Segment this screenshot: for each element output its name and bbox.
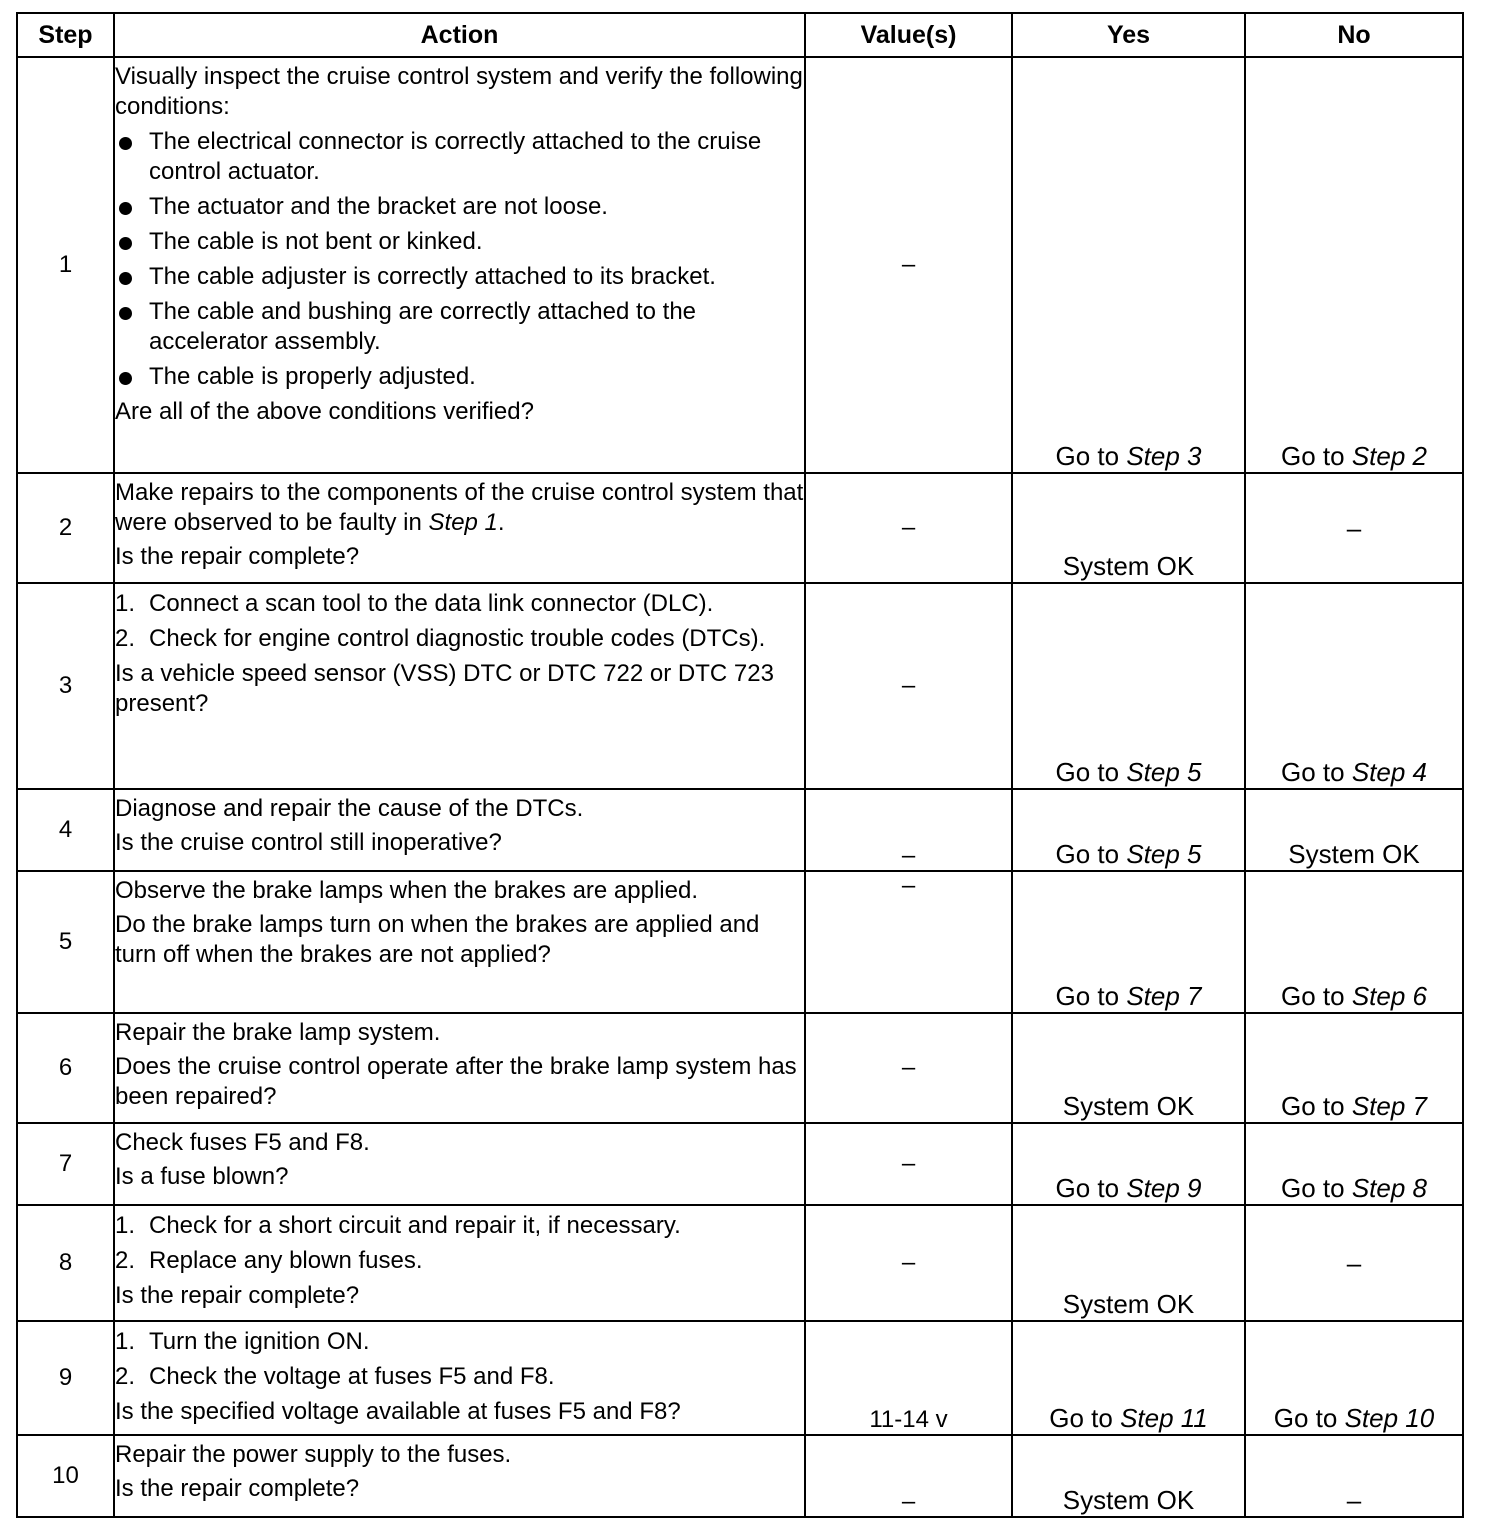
list-item xyxy=(115,1211,804,1241)
yes-cell xyxy=(1012,1321,1245,1435)
step-number: 9 xyxy=(17,1321,114,1435)
list-item xyxy=(115,1327,804,1357)
action-cell xyxy=(114,1123,805,1205)
no-cell: System OK xyxy=(1245,789,1463,871)
list-item: The cable is properly adjusted. xyxy=(115,362,804,392)
action-question: Do the brake lamps turn on when the brakes are applied and turn off when the brakes are not applied? xyxy=(115,911,760,968)
no-prefix: Go to xyxy=(1281,1091,1352,1121)
yes-cell xyxy=(1012,57,1245,473)
yes-cell xyxy=(1012,1123,1245,1205)
header-action: Action xyxy=(114,13,805,57)
value-cell: – xyxy=(805,1435,1012,1517)
list-number: 2. xyxy=(115,1363,136,1390)
table-row xyxy=(17,473,1463,583)
step-number: 2 xyxy=(17,473,114,583)
step-number: 6 xyxy=(17,1013,114,1123)
yes-cell: System OK xyxy=(1012,1013,1245,1123)
value-cell: – xyxy=(805,1123,1012,1205)
yes-prefix: Go to xyxy=(1055,441,1127,471)
value-cell: 11-14 v xyxy=(805,1321,1012,1435)
list-item: The cable and bushing are correctly attached to the accelerator assembly. xyxy=(115,297,804,357)
value-cell: – xyxy=(805,789,1012,871)
no-cell xyxy=(1245,1013,1463,1123)
condition-list xyxy=(115,127,804,392)
yes-cell xyxy=(1012,871,1245,1013)
yes-prefix: Go to xyxy=(1055,757,1127,787)
no-step-ref: Step 6 xyxy=(1351,981,1427,1011)
no-step-ref: Step 8 xyxy=(1351,1173,1427,1203)
numbered-list xyxy=(115,1211,804,1276)
no-step-ref: Step 4 xyxy=(1351,757,1427,787)
action-question: Is the repair complete? xyxy=(115,543,360,570)
list-item-text: Check for engine control diagnostic trouble codes (DTCs). xyxy=(149,625,766,652)
no-cell xyxy=(1245,57,1463,473)
action-step-ref: Step 1 xyxy=(428,509,498,536)
yes-step-ref: Step 11 xyxy=(1120,1403,1208,1433)
action-question: Is the repair complete? xyxy=(115,1475,360,1502)
action-cell xyxy=(114,57,805,473)
table-row xyxy=(17,871,1463,1013)
no-prefix: Go to xyxy=(1281,757,1352,787)
no-cell: – xyxy=(1245,1435,1463,1517)
action-text-start: Make repairs to the components of the cruise control system that were observed to be faulty in xyxy=(115,479,804,536)
list-item xyxy=(115,1246,804,1276)
list-item-text: Turn the ignition ON. xyxy=(149,1328,370,1355)
list-item xyxy=(115,1362,804,1392)
action-question: Is a vehicle speed sensor (VSS) DTC or DTC 722 or DTC 723 present? xyxy=(115,660,774,717)
no-cell: – xyxy=(1245,473,1463,583)
list-item: The actuator and the bracket are not loose. xyxy=(115,192,804,222)
list-number: 1. xyxy=(115,590,136,617)
action-text-end: . xyxy=(497,509,505,536)
action-cell xyxy=(114,789,805,871)
table-row xyxy=(17,583,1463,789)
no-prefix: Go to xyxy=(1273,1403,1345,1433)
yes-cell xyxy=(1012,583,1245,789)
header-row xyxy=(17,13,1463,57)
yes-step-ref: Step 7 xyxy=(1126,981,1202,1011)
step-number: 8 xyxy=(17,1205,114,1321)
action-question: Does the cruise control operate after the brake lamp system has been repaired? xyxy=(115,1053,797,1110)
action-question: Is a fuse blown? xyxy=(115,1163,289,1190)
yes-prefix: Go to xyxy=(1055,981,1127,1011)
list-item xyxy=(115,624,804,654)
list-item: The cable adjuster is correctly attached to its bracket. xyxy=(115,262,804,292)
list-number: 1. xyxy=(115,1212,136,1239)
header-yes: Yes xyxy=(1012,13,1245,57)
action-question: Is the cruise control still inoperative? xyxy=(115,829,502,856)
list-item-text: Connect a scan tool to the data link connector (DLC). xyxy=(149,590,714,617)
header-no: No xyxy=(1245,13,1463,57)
no-step-ref: Step 10 xyxy=(1344,1403,1435,1433)
step-number: 7 xyxy=(17,1123,114,1205)
no-step-ref: Step 2 xyxy=(1351,441,1427,471)
action-cell xyxy=(114,1435,805,1517)
yes-cell: System OK xyxy=(1012,1435,1245,1517)
step-number: 3 xyxy=(17,583,114,789)
action-cell xyxy=(114,1321,805,1435)
value-cell: – xyxy=(805,583,1012,789)
action-question: Is the repair complete? xyxy=(115,1282,360,1309)
table-row xyxy=(17,1205,1463,1321)
action-text xyxy=(115,478,804,538)
table-row xyxy=(17,1123,1463,1205)
no-cell xyxy=(1245,1123,1463,1205)
no-step-ref: Step 7 xyxy=(1351,1091,1427,1121)
action-text: Repair the brake lamp system. xyxy=(115,1019,441,1046)
table-row xyxy=(17,1013,1463,1123)
action-cell xyxy=(114,1205,805,1321)
numbered-list xyxy=(115,1327,804,1392)
numbered-list xyxy=(115,589,804,654)
step-number: 10 xyxy=(17,1435,114,1517)
yes-prefix: Go to xyxy=(1049,1403,1121,1433)
no-cell xyxy=(1245,1321,1463,1435)
value-cell: – xyxy=(805,1013,1012,1123)
yes-cell xyxy=(1012,789,1245,871)
table-row xyxy=(17,789,1463,871)
action-text: Observe the brake lamps when the brakes are applied. xyxy=(115,877,698,904)
list-item: The cable is not bent or kinked. xyxy=(115,227,804,257)
action-cell xyxy=(114,473,805,583)
action-question: Is the specified voltage available at fuses F5 and F8? xyxy=(115,1398,681,1425)
table-row xyxy=(17,1321,1463,1435)
action-cell xyxy=(114,871,805,1013)
yes-cell: System OK xyxy=(1012,1205,1245,1321)
list-item-text: Check for a short circuit and repair it, if necessary. xyxy=(149,1212,681,1239)
step-number: 1 xyxy=(17,57,114,473)
action-text: Repair the power supply to the fuses. xyxy=(115,1441,512,1468)
value-cell: – xyxy=(805,1205,1012,1321)
yes-cell: System OK xyxy=(1012,473,1245,583)
list-item-text: Check the voltage at fuses F5 and F8. xyxy=(149,1363,555,1390)
action-text: Check fuses F5 and F8. xyxy=(115,1129,370,1156)
list-item xyxy=(115,589,804,619)
diagnostic-table xyxy=(16,12,1464,1518)
yes-step-ref: Step 5 xyxy=(1126,839,1202,869)
table-row xyxy=(17,57,1463,473)
value-cell: – xyxy=(805,57,1012,473)
list-number: 1. xyxy=(115,1328,136,1355)
yes-prefix: Go to xyxy=(1055,839,1127,869)
list-number: 2. xyxy=(115,1247,136,1274)
yes-step-ref: Step 5 xyxy=(1126,757,1202,787)
action-cell xyxy=(114,1013,805,1123)
no-prefix: Go to xyxy=(1281,1173,1352,1203)
step-number: 4 xyxy=(17,789,114,871)
action-text: Diagnose and repair the cause of the DTCs. xyxy=(115,795,584,822)
no-prefix: Go to xyxy=(1281,441,1352,471)
action-text: Visually inspect the cruise control system and verify the following conditions: xyxy=(115,63,803,120)
list-item: The electrical connector is correctly attached to the cruise control actuator. xyxy=(115,127,804,187)
yes-step-ref: Step 3 xyxy=(1126,441,1202,471)
value-cell: – xyxy=(805,871,1012,1013)
no-prefix: Go to xyxy=(1281,981,1352,1011)
action-question: Are all of the above conditions verified? xyxy=(115,398,534,425)
action-cell xyxy=(114,583,805,789)
list-number: 2. xyxy=(115,625,136,652)
table-row xyxy=(17,1435,1463,1517)
yes-step-ref: Step 9 xyxy=(1126,1173,1202,1203)
no-cell xyxy=(1245,583,1463,789)
list-item-text: Replace any blown fuses. xyxy=(149,1247,423,1274)
header-values: Value(s) xyxy=(805,13,1012,57)
no-cell xyxy=(1245,871,1463,1013)
step-number: 5 xyxy=(17,871,114,1013)
header-step: Step xyxy=(17,13,114,57)
value-cell: – xyxy=(805,473,1012,583)
no-cell: – xyxy=(1245,1205,1463,1321)
yes-prefix: Go to xyxy=(1055,1173,1127,1203)
